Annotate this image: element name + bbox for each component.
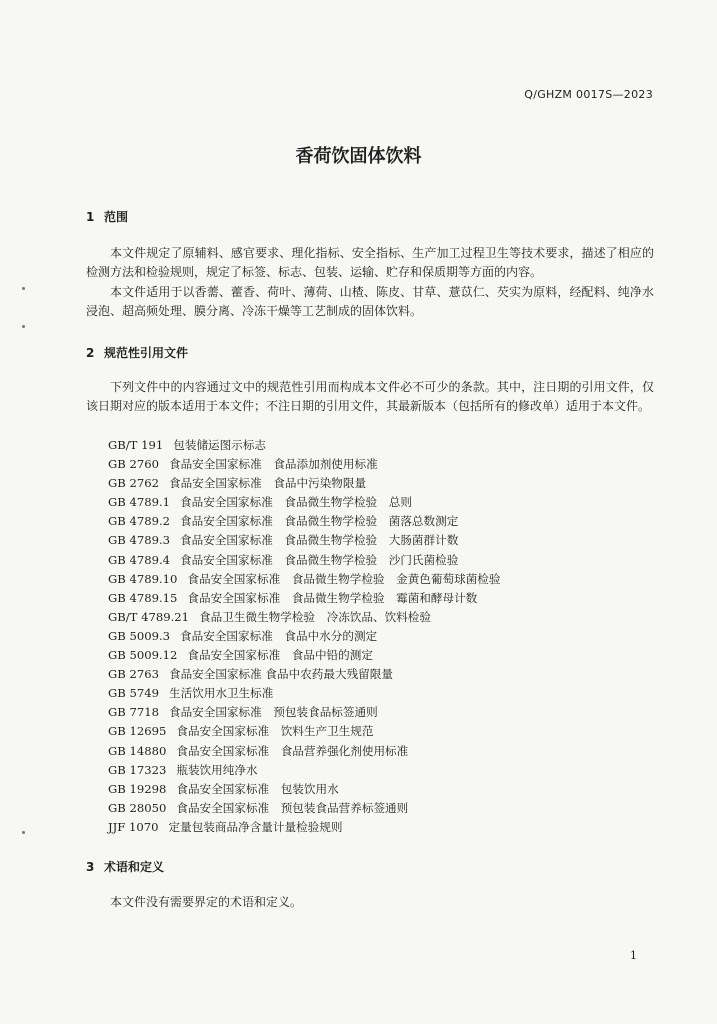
reference-item [108, 493, 500, 512]
reference-name: 食品安全国家标准 食品微生物学检验 沙门氏菌检验 [180, 552, 459, 567]
reference-item [108, 780, 500, 799]
reference-item [108, 703, 500, 722]
reference-code: GB 4789.2 [108, 514, 171, 529]
reference-code: JJF 1070 [108, 819, 159, 834]
reference-item [108, 551, 500, 570]
reference-code: GB 2763 [108, 667, 159, 682]
section-title: 规范性引用文件 [104, 346, 189, 360]
section-title: 范围 [104, 210, 129, 224]
scan-speck [22, 831, 25, 834]
scan-speck [22, 325, 25, 328]
reference-code: GB 5749 [108, 686, 159, 701]
reference-name: 食品安全国家标准 食品中农药最大残留限量 [168, 667, 393, 682]
reference-code: GB 7718 [108, 705, 159, 720]
reference-name: 食品安全国家标准 预包装食品标签通则 [168, 705, 378, 720]
section-number: 3 [86, 860, 95, 874]
reference-item [108, 761, 500, 780]
reference-code: GB 28050 [108, 800, 167, 815]
reference-name: 瓶装饮用纯净水 [176, 762, 258, 777]
reference-code: GB 4789.3 [108, 533, 171, 548]
reference-code: GB 4789.4 [108, 552, 171, 567]
section-number: 1 [86, 210, 95, 224]
reference-code: GB 5009.3 [108, 628, 171, 643]
reference-code: GB 19298 [108, 781, 167, 796]
reference-code: GB 2762 [108, 476, 159, 491]
reference-item [108, 474, 500, 493]
paragraph: 本文件规定了原辅料、感官要求、理化指标、安全指标、生产加工过程卫生等技术要求，描述了相应的检测方法和检验规则，规定了标签、标志、包装、运输、贮存和保质期等方面的内容。 [86, 246, 654, 279]
reference-code: GB/T 191 [108, 438, 164, 452]
reference-name: 食品安全国家标准 饮料生产卫生规范 [176, 724, 374, 739]
reference-name: 包装储运图示标志 [173, 438, 267, 452]
reference-code: GB 5009.12 [108, 648, 178, 663]
section-2-heading [86, 344, 188, 361]
reference-code: GB 14880 [108, 743, 167, 758]
reference-name: 食品安全国家标准 食品微生物学检验 金黄色葡萄球菌检验 [187, 571, 501, 586]
reference-name: 食品安全国家标准 食品中水分的测定 [180, 628, 378, 643]
document-title: 香荷饮固体饮料 [295, 146, 422, 167]
reference-item [108, 570, 500, 589]
reference-name: 食品卫生微生物学检验 冷冻饮品、饮料检验 [199, 609, 431, 624]
reference-name: 食品安全国家标准 食品微生物学检验 霉菌和酵母计数 [187, 590, 478, 605]
reference-item [108, 742, 500, 761]
reference-item [108, 436, 500, 455]
section-1-heading [86, 208, 128, 225]
scan-speck [22, 287, 25, 290]
reference-item [108, 455, 500, 474]
reference-name: 食品安全国家标准 食品中污染物限量 [168, 476, 367, 491]
reference-name: 食品安全国家标准 食品添加剂使用标准 [168, 457, 378, 472]
reference-name: 生活饮用水卫生标准 [168, 686, 274, 701]
reference-item [108, 665, 500, 684]
reference-item [108, 589, 500, 608]
reference-code: GB 4789.10 [108, 571, 178, 586]
reference-name: 食品安全国家标准 食品营养强化剂使用标准 [176, 743, 409, 758]
reference-code: GB 4789.1 [108, 495, 171, 510]
reference-name: 食品安全国家标准 包装饮用水 [176, 781, 339, 796]
reference-list [108, 436, 500, 837]
reference-item [108, 627, 500, 646]
reference-item [108, 531, 500, 550]
reference-code: GB/T 4789.21 [108, 609, 190, 624]
reference-item [108, 799, 500, 818]
section-3-heading [86, 858, 164, 875]
reference-name: 食品安全国家标准 食品微生物学检验 菌落总数测定 [180, 514, 459, 529]
paragraph: 下列文件中的内容通过文中的规范性引用而构成本文件必不可少的条款。其中，注日期的引用文件，仅该日期对应的版本适用于本文件；不注日期的引用文件，其最新版本（包括所有的修改单）适用于本文件。 [86, 380, 654, 413]
reference-code: GB 12695 [108, 724, 167, 739]
reference-item [108, 512, 500, 531]
reference-item [108, 722, 500, 741]
reference-name: 食品安全国家标准 食品微生物学检验 总则 [180, 495, 412, 510]
reference-item [108, 818, 500, 837]
reference-item [108, 608, 500, 627]
reference-name: 食品安全国家标准 预包装食品营养标签通则 [176, 800, 409, 815]
reference-name: 定量包装商品净含量计量检验规则 [168, 819, 343, 834]
page-number: 1 [630, 949, 637, 962]
reference-code: GB 2760 [108, 457, 159, 472]
reference-name: 食品安全国家标准 食品微生物学检验 大肠菌群计数 [180, 533, 459, 548]
reference-name: 食品安全国家标准 食品中铅的测定 [187, 648, 373, 663]
reference-item [108, 684, 500, 703]
reference-code: GB 4789.15 [108, 590, 178, 605]
paragraph: 本文件没有需要界定的术语和定义。 [110, 895, 303, 909]
reference-item [108, 646, 500, 665]
reference-code: GB 17323 [108, 762, 167, 777]
section-number: 2 [86, 346, 95, 360]
section-title: 术语和定义 [104, 860, 165, 874]
paragraph: 本文件适用于以香薷、藿香、荷叶、薄荷、山楂、陈皮、甘草、薏苡仁、芡实为原料，经配料、纯净水浸泡、超高频处理、膜分离、冷冻干燥等工艺制成的固体饮料。 [86, 285, 654, 318]
standard-code: Q/GHZM 0017S—2023 [524, 88, 653, 101]
